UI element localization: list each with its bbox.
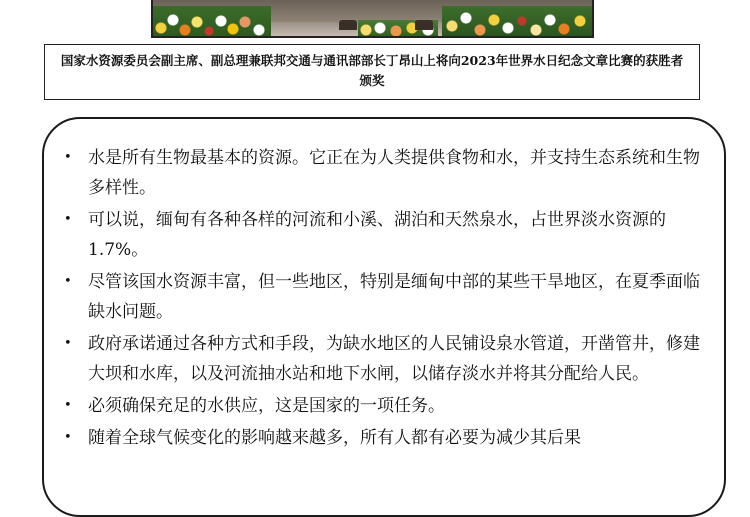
bullet-icon: • <box>64 274 72 289</box>
flower-decoration-left <box>153 6 271 36</box>
bullet-icon: • <box>64 430 72 445</box>
list-item-text: 随着全球气候变化的影响越来越多，所有人都有必要为减少其后果 <box>88 428 581 448</box>
bullet-icon: • <box>64 212 72 227</box>
key-points-list <box>60 143 700 455</box>
bullet-icon: • <box>64 398 72 413</box>
list-item <box>60 391 700 421</box>
list-item-text: 水是所有生物最基本的资源。它正在为人类提供食物和水，并支持生态系统和生物多样性。 <box>88 148 700 198</box>
bullet-icon: • <box>64 150 72 165</box>
flower-decoration-right <box>442 6 592 36</box>
list-item-text: 可以说，缅甸有各种各样的河流和小溪、湖泊和天然泉水，占世界淡水资源的1.7%。 <box>88 210 666 260</box>
award-photo <box>151 0 594 38</box>
list-item <box>60 143 700 203</box>
photo-caption: 国家水资源委员会副主席、副总理兼联邦交通与通讯部部长丁昂山上将向2023年世界水日纪念文章比赛的获胜者颁奖 <box>44 44 700 100</box>
list-item-text: 政府承诺通过各种方式和手段，为缺水地区的人民铺设泉水管道，开凿管井，修建大坝和水库，以及河流抽水站和地下水闸，以储存淡水并将其分配给人民。 <box>88 334 700 384</box>
list-item <box>60 267 700 327</box>
list-item <box>60 205 700 265</box>
person-figure <box>415 20 433 30</box>
list-item-text: 尽管该国水资源丰富，但一些地区，特别是缅甸中部的某些干旱地区，在夏季面临缺水问题。 <box>88 272 700 322</box>
list-item-text: 必须确保充足的水供应，这是国家的一项任务。 <box>88 396 445 416</box>
list-item <box>60 423 700 453</box>
bullet-icon: • <box>64 336 72 351</box>
person-figure <box>339 20 357 30</box>
list-item <box>60 329 700 389</box>
